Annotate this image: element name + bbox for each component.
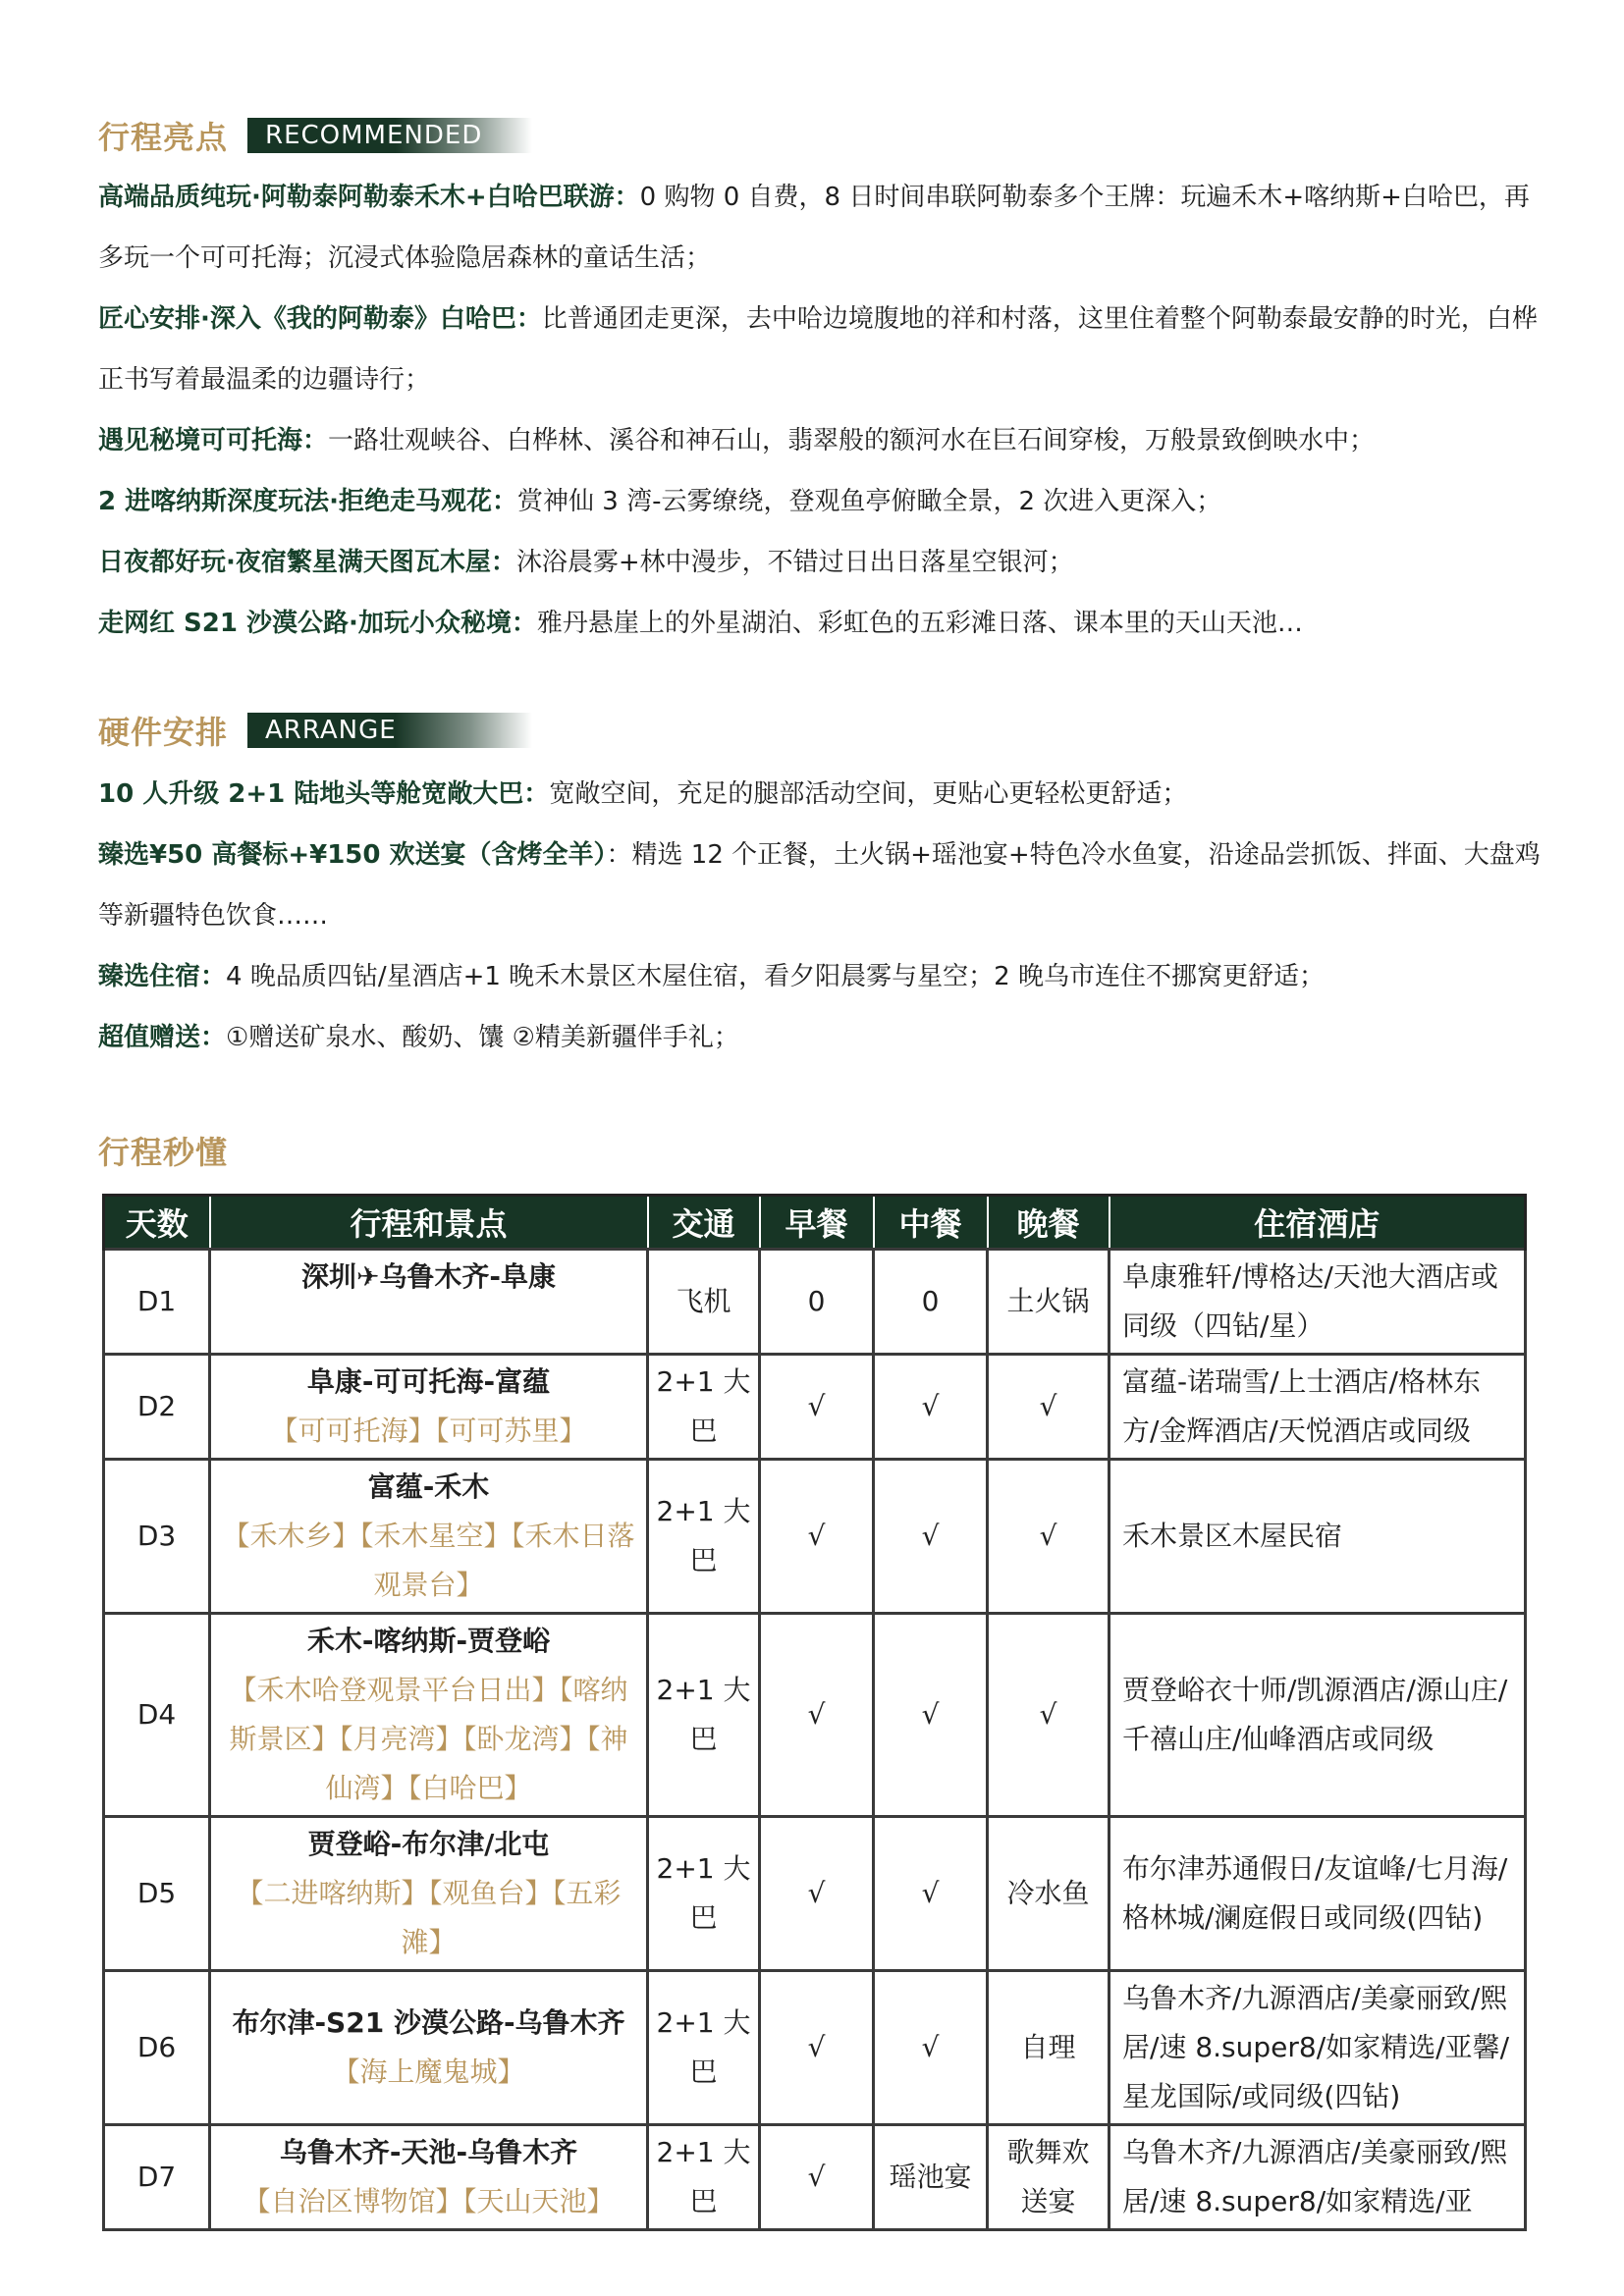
arrange-key: 超值赠送：: [98, 1023, 227, 1052]
arrange-item: [98, 825, 1542, 946]
lunch-cell: 0: [874, 1250, 988, 1355]
highlight-key: 遇见秘境可可托海：: [98, 426, 329, 455]
transport-cell: 飞机: [648, 1250, 760, 1355]
route-title: 禾木-喀纳斯-贾登峪: [306, 1625, 551, 1657]
route-cell: [210, 1614, 648, 1817]
itinerary-table: [102, 1194, 1527, 2231]
header-day: 天数: [104, 1196, 210, 1250]
highlight-text: 一路壮观峡谷、白桦林、溪谷和神石山，翡翠般的额河水在巨石间穿梭，万般景致倒映水中；: [328, 426, 1376, 455]
header-hotel: 住宿酒店: [1110, 1196, 1526, 1250]
route-spots: 【自治区博物馆】【天山天池】: [243, 2185, 615, 2217]
highlight-item: [98, 167, 1542, 289]
route-title: 深圳✈乌鲁木齐-阜康: [300, 1260, 557, 1293]
arrange-text: 宽敞空间，充足的腿部活动空间，更贴心更轻松更舒适；: [549, 779, 1188, 809]
highlight-text: 赏神仙 3 湾-云雾缭绕，登观鱼亭俯瞰全景，2 次进入更深入；: [517, 487, 1222, 516]
table-row: [104, 1817, 1526, 1971]
highlight-item: [98, 593, 1542, 654]
hotel-cell: 乌鲁木齐/九源酒店/美豪丽致/熙居/速 8.super8/如家精选/亚馨/星龙国际/或同级(四钻): [1110, 1971, 1526, 2125]
arrange-item: [98, 1007, 1542, 1068]
route-cell: [210, 1817, 648, 1971]
breakfast-cell: √: [760, 1460, 874, 1614]
hotel-cell: 乌鲁木齐/九源酒店/美豪丽致/熙居/速 8.super8/如家精选/亚: [1110, 2125, 1526, 2230]
dinner-cell: 土火锅: [988, 1250, 1110, 1355]
breakfast-cell: √: [760, 2125, 874, 2230]
highlights-tag: RECOMMENDED: [247, 118, 532, 153]
highlight-item: [98, 532, 1542, 593]
route-spots: 【可可托海】【可可苏里】: [270, 1415, 587, 1447]
summary-header: [98, 1129, 247, 1172]
transport-cell: 2+1 大巴: [648, 1614, 760, 1817]
dinner-cell: 歌舞欢送宴: [988, 2125, 1110, 2230]
arrange-title: 硬件安排: [98, 714, 229, 751]
route-title: 阜康-可可托海-富蕴: [306, 1365, 551, 1398]
hotel-cell: 贾登峪衣十师/凯源酒店/源山庄/千禧山庄/仙峰酒店或同级: [1110, 1614, 1526, 1817]
breakfast-cell: √: [760, 1355, 874, 1460]
dinner-cell: √: [988, 1355, 1110, 1460]
route-title: 乌鲁木齐-天池-乌鲁木齐: [279, 2136, 578, 2168]
highlights-title: 行程亮点: [98, 119, 229, 156]
header-breakfast: 早餐: [760, 1196, 874, 1250]
header-lunch: 中餐: [874, 1196, 988, 1250]
table-row: [104, 1250, 1526, 1355]
hotel-cell: 阜康雅轩/博格达/天池大酒店或同级（四钻/星）: [1110, 1250, 1526, 1355]
arrange-text: ①赠送矿泉水、酸奶、馕 ②精美新疆伴手礼；: [226, 1023, 739, 1052]
breakfast-cell: √: [760, 1817, 874, 1971]
transport-cell: 2+1 大巴: [648, 1817, 760, 1971]
highlight-key: 走网红 S21 沙漠公路·加玩小众秘境：: [98, 609, 537, 638]
summary-title: 行程秒懂: [98, 1134, 229, 1171]
day-cell: D6: [104, 1971, 210, 2125]
highlight-key: 高端品质纯玩·阿勒泰阿勒泰禾木+白哈巴联游：: [98, 183, 640, 212]
dinner-cell: 冷水鱼: [988, 1817, 1110, 1971]
table-row: [104, 2125, 1526, 2230]
lunch-cell: √: [874, 1355, 988, 1460]
day-cell: D3: [104, 1460, 210, 1614]
hotel-cell: 布尔津苏通假日/友谊峰/七月海/格林城/澜庭假日或同级(四钻): [1110, 1817, 1526, 1971]
day-cell: D4: [104, 1614, 210, 1817]
transport-cell: 2+1 大巴: [648, 1971, 760, 2125]
table-row: [104, 1355, 1526, 1460]
highlight-key: 2 进喀纳斯深度玩法·拒绝走马观花：: [98, 487, 518, 516]
arrange-key: 10 人升级 2+1 陆地头等舱宽敞大巴：: [98, 779, 550, 809]
day-cell: D2: [104, 1355, 210, 1460]
route-cell: [210, 1250, 648, 1355]
dinner-cell: 自理: [988, 1971, 1110, 2125]
highlight-text: 0 购物 0 自费，8 日时间串联阿勒泰多个王牌：玩遍禾木+喀纳斯+白哈巴，再多玩一个可可托海；沉浸式体验隐居森林的童话生活；: [98, 183, 1530, 273]
route-title: 富蕴-禾木: [367, 1470, 490, 1503]
table-row: [104, 1971, 1526, 2125]
arrange-tag: ARRANGE: [247, 713, 532, 748]
hotel-cell: 富蕴-诺瑞雪/上士酒店/格林东方/金辉酒店/天悦酒店或同级: [1110, 1355, 1526, 1460]
arrange-text: 4 晚品质四钻/星酒店+1 晚禾木景区木屋住宿，看夕阳晨雾与星空；2 晚乌市连住不挪窝更舒适；: [226, 962, 1325, 991]
dinner-cell: √: [988, 1460, 1110, 1614]
dinner-cell: √: [988, 1614, 1110, 1817]
highlight-text: 沐浴晨雾+林中漫步，不错过日出日落星空银河；: [515, 548, 1074, 577]
day-cell: D7: [104, 2125, 210, 2230]
transport-cell: 2+1 大巴: [648, 1460, 760, 1614]
day-cell: D5: [104, 1817, 210, 1971]
arrange-text: ：精选 12 个正餐，土火锅+瑶池宴+特色冷水鱼宴，沿途品尝抓饭、拌面、大盘鸡 等新疆特色饮食……: [98, 840, 1541, 931]
arrange-key: 臻选住宿：: [98, 962, 227, 991]
hotel-cell: 禾木景区木屋民宿: [1110, 1460, 1526, 1614]
route-spots: 【二进喀纳斯】【观鱼台】【五彩滩】: [236, 1877, 622, 1958]
lunch-cell: 瑶池宴: [874, 2125, 988, 2230]
route-cell: [210, 1971, 648, 2125]
arrange-item: [98, 764, 1542, 825]
route-cell: [210, 1460, 648, 1614]
arrange-header: [98, 709, 532, 752]
highlight-item: [98, 471, 1542, 532]
route-spots: 【禾木乡】【禾木星空】【禾木日落观景台】: [222, 1520, 635, 1601]
table-row: [104, 1614, 1526, 1817]
highlight-text: 雅丹悬崖上的外星湖泊、彩虹色的五彩滩日落、课本里的天山天池…: [536, 609, 1303, 638]
route-title: 贾登峪-布尔津/北屯: [307, 1828, 550, 1860]
highlight-key: 匠心安排·深入《我的阿勒泰》白哈巴：: [98, 304, 542, 334]
highlight-key: 日夜都好玩·夜宿繁星满天图瓦木屋：: [98, 548, 516, 577]
route-title: 布尔津-S21 沙漠公路-乌鲁木齐: [232, 2006, 625, 2039]
highlights-header: [98, 114, 532, 157]
header-route: 行程和景点: [210, 1196, 648, 1250]
transport-cell: 2+1 大巴: [648, 2125, 760, 2230]
breakfast-cell: 0: [760, 1250, 874, 1355]
arrange-key: 臻选¥50 高餐标+¥150 欢送宴（含烤全羊）: [98, 840, 607, 870]
breakfast-cell: √: [760, 1971, 874, 2125]
table-row: [104, 1460, 1526, 1614]
arrange-item: [98, 946, 1542, 1007]
day-cell: D1: [104, 1250, 210, 1355]
route-cell: [210, 2125, 648, 2230]
route-cell: [210, 1355, 648, 1460]
route-spots: 【禾木哈登观景平台日出】【喀纳斯景区】【月亮湾】【卧龙湾】【神仙湾】【白哈巴】: [229, 1674, 628, 1804]
lunch-cell: √: [874, 1460, 988, 1614]
header-dinner: 晚餐: [988, 1196, 1110, 1250]
highlight-item: [98, 289, 1542, 410]
table-header-row: [104, 1196, 1526, 1250]
breakfast-cell: √: [760, 1614, 874, 1817]
highlight-text: 比普通团走更深，去中哈边境腹地的祥和村落，这里住着整个阿勒泰最安静的时光，白桦正书写着最温柔的边疆诗行；: [98, 304, 1538, 395]
lunch-cell: √: [874, 1971, 988, 2125]
lunch-cell: √: [874, 1614, 988, 1817]
highlight-item: [98, 410, 1542, 471]
transport-cell: 2+1 大巴: [648, 1355, 760, 1460]
header-transport: 交通: [648, 1196, 760, 1250]
route-spots: 【海上魔鬼城】: [332, 2056, 525, 2088]
lunch-cell: √: [874, 1817, 988, 1971]
